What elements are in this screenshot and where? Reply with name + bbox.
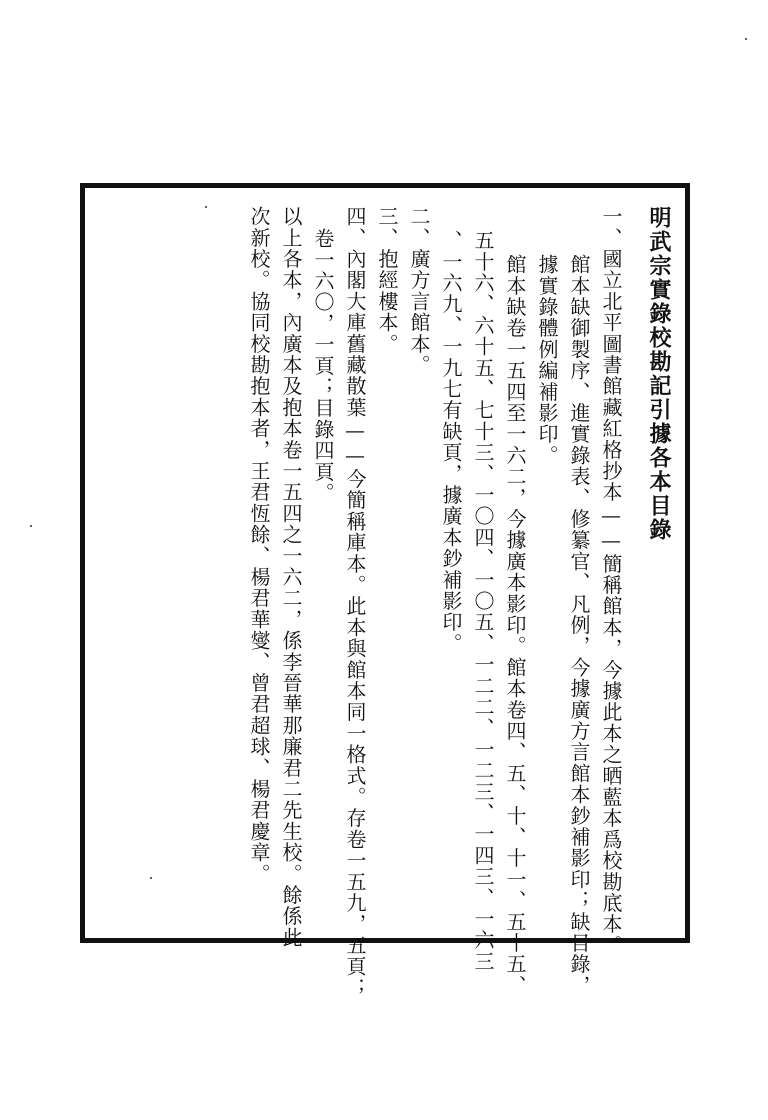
paper-speck [150, 877, 152, 879]
text-column-4: 館本缺卷一五四至一六二，今據廣本影印。館本卷四、五、十、十一、五十五、 [503, 254, 527, 996]
document-title: 明武宗實錄校勘記引據各本目錄 [646, 206, 672, 542]
text-column-8: 三、抱經樓本。 [375, 206, 399, 355]
text-column-1: 一、國立北平圖書館藏紅格抄本——簡稱館本，今據此本之晒藍本爲校勘底本。 [599, 206, 623, 956]
paper-speck [30, 525, 32, 527]
text-column-10: 卷一六〇，一頁；目錄四頁。 [311, 228, 335, 504]
text-column-2: 館本缺御製序、進實錄表、修纂官、凡例，今據廣方言館本鈔補影印；缺目錄， [567, 254, 591, 996]
vertical-text-body [247, 206, 672, 999]
text-column-5: 五十六、六十五、七十三、一〇四、一〇五、一二二、一二三、一四三、一六三 [471, 230, 495, 972]
text-column-12: 次新校。協同校勘抱本者，王君恆餘、楊君華燮、曾君超球、楊君慶章。 [247, 206, 271, 885]
text-column-6: 、一六九、一九七有缺頁，據廣本鈔補影印。 [439, 230, 463, 654]
text-column-7: 二、廣方言館本。 [407, 206, 431, 376]
text-column-9: 四、內閣大庫舊藏散葉——今簡稱庫本。此本與館本同一格式。存卷一五九，五頁； [343, 206, 367, 999]
paper-speck [745, 38, 747, 40]
paper-speck [205, 206, 207, 208]
page-border [80, 183, 690, 999]
text-column-11: 以上各本，內廣本及抱本卷一五四之一六二，係李晉華那廉君二先生校。餘係此 [279, 206, 303, 948]
text-column-3: 據實錄體例編補影印。 [535, 254, 559, 466]
